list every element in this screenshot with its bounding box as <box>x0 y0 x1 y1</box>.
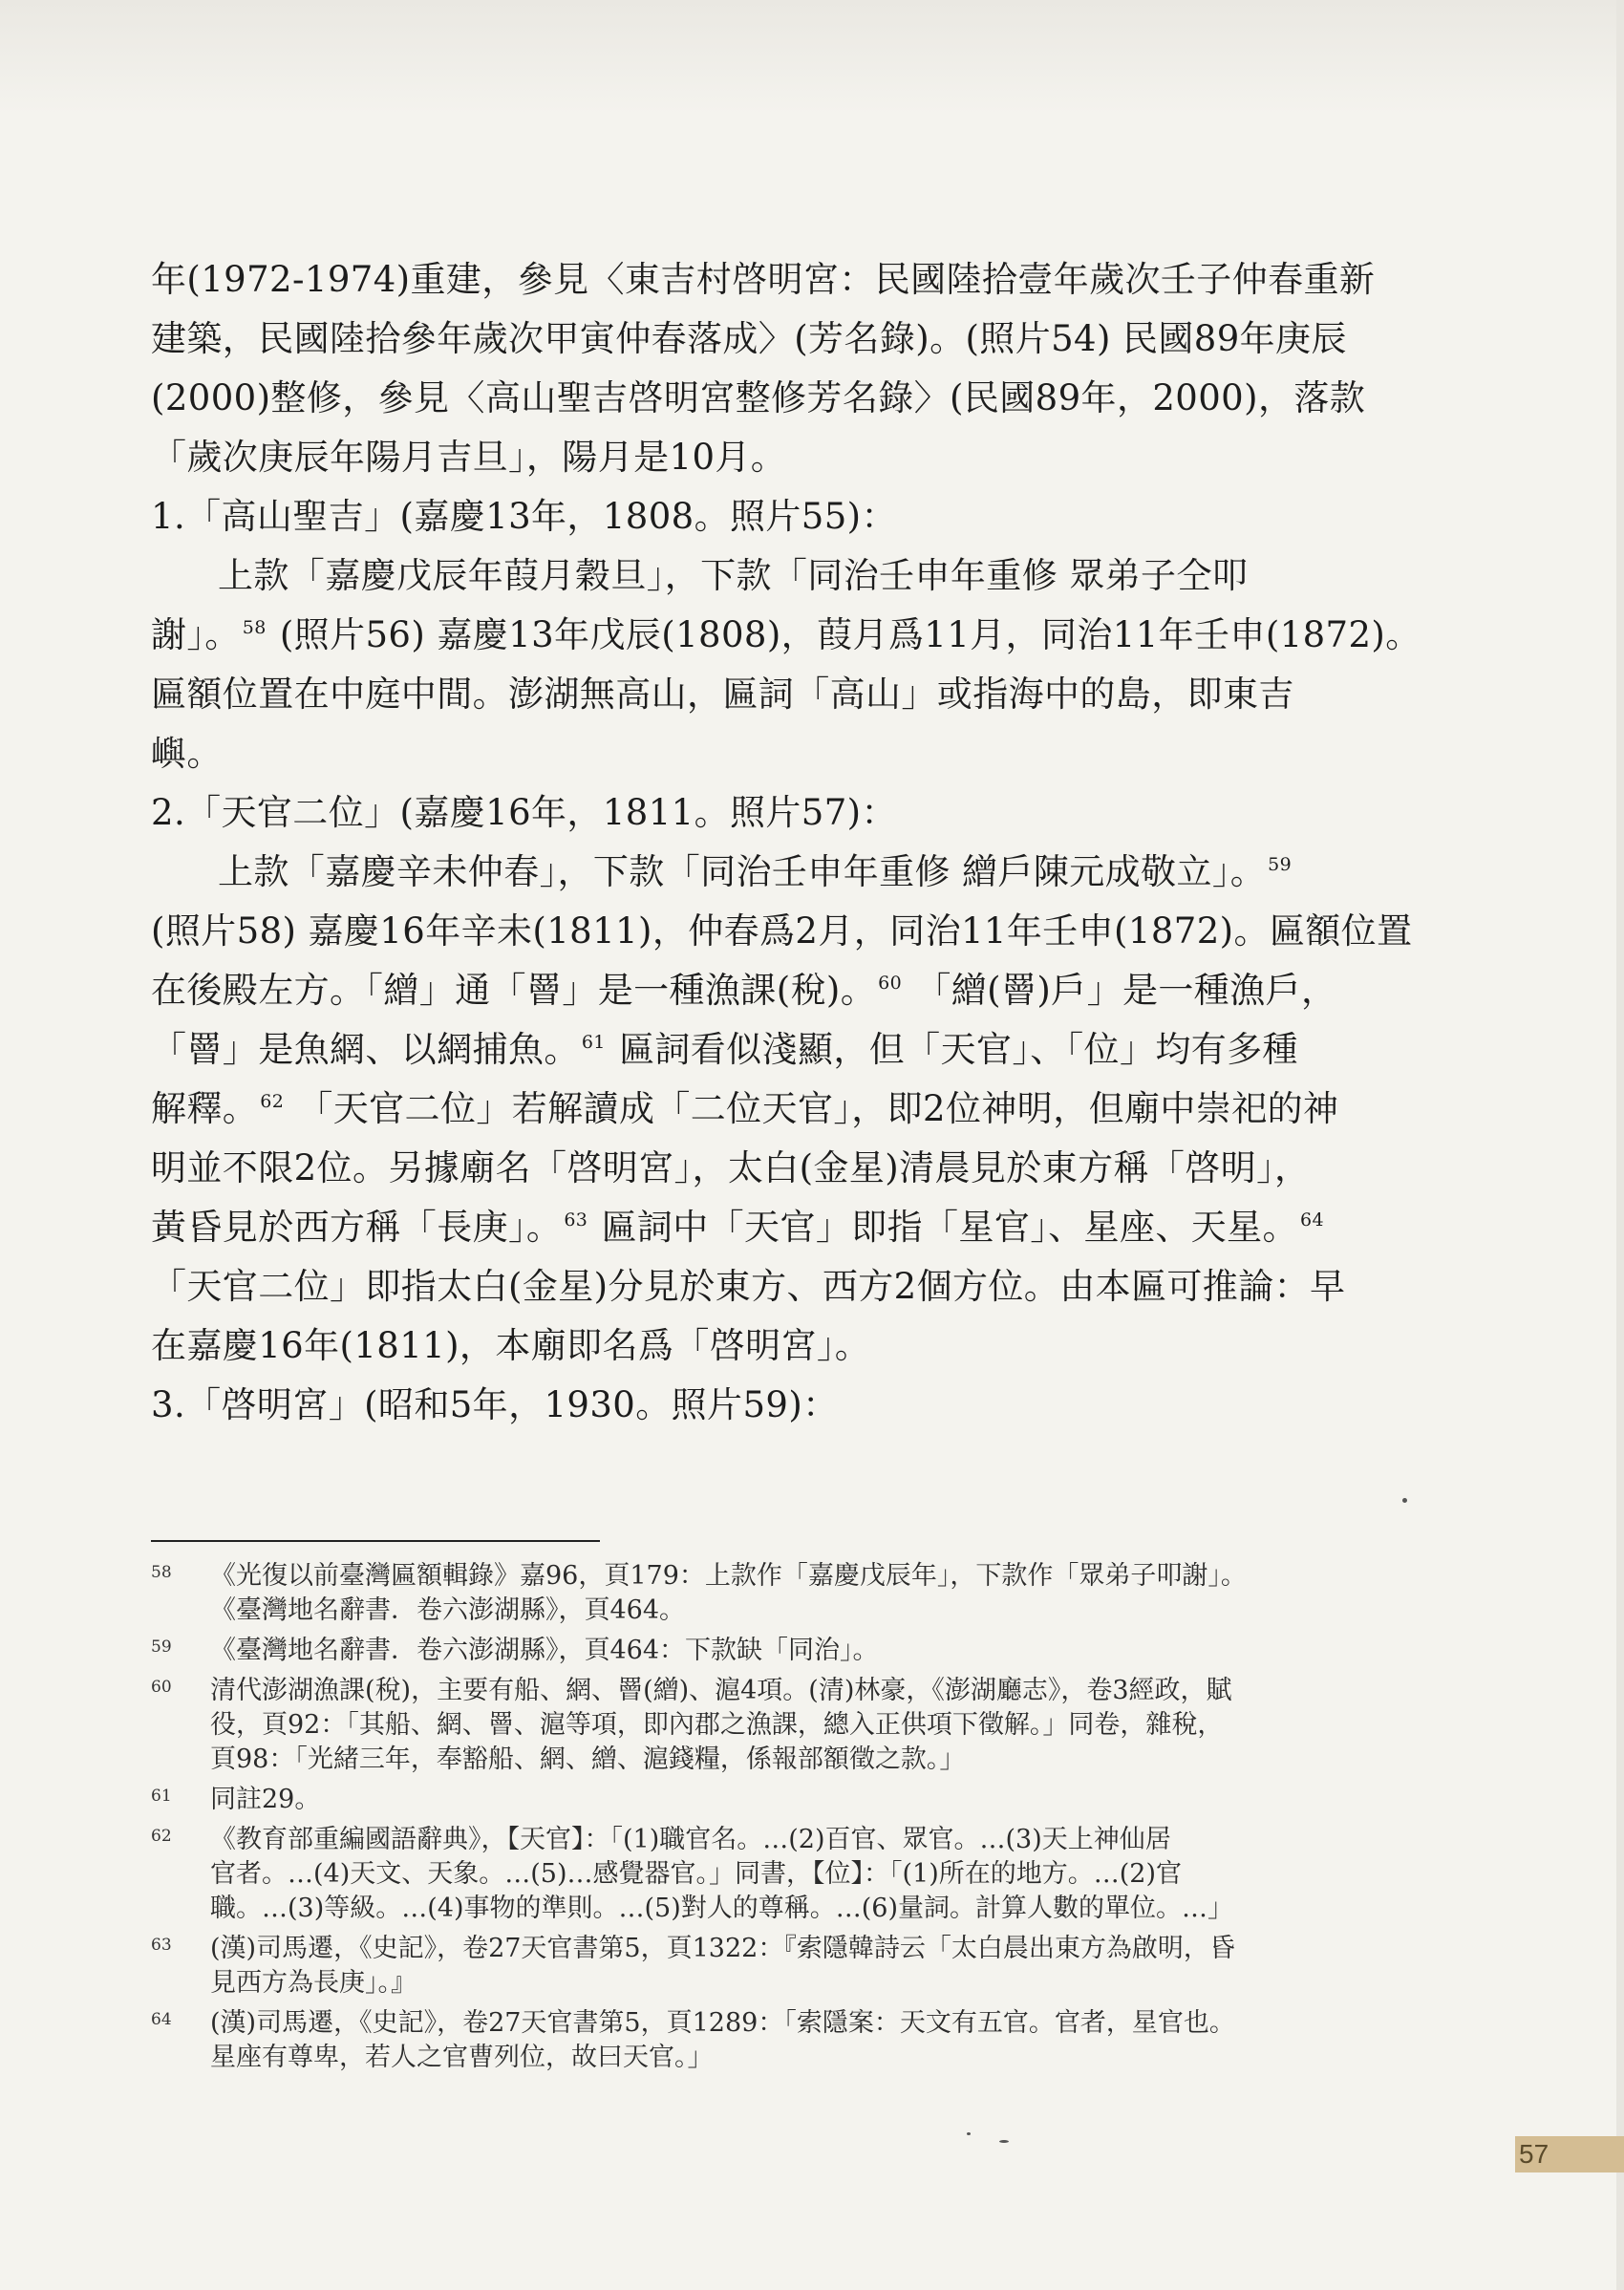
text-run: (照片56) 嘉慶13年戊辰(1808)，葭月爲11月，同治11年壬申(1872)。 <box>267 614 1421 655</box>
footnote-line: (漢)司馬遷，《史記》，卷27天官書第5，頁1289：「索隱案：天文有五官。官者，星官也。 <box>210 2008 1235 2038</box>
footnote-60 <box>151 1674 1355 1777</box>
footnote-number: 58 <box>151 1563 172 1582</box>
footnote-number: 63 <box>151 1936 172 1955</box>
body-line-18: 「天官二位」即指太白(金星)分見於東方、西方2個方位。由本匾可推論：早 <box>151 1266 1346 1307</box>
body-line-15 <box>151 1080 1355 1139</box>
footnote-61 <box>151 1783 1355 1817</box>
scan-speck <box>999 2140 1009 2143</box>
body-line-13 <box>151 961 1355 1020</box>
body-line-8: 匾額位置在中庭中間。澎湖無高山，匾詞「高山」或指海中的島，即東吉 <box>151 674 1294 715</box>
text-run: 上款「嘉慶辛未仲春」，下款「同治壬申年重修 繒戶陳元成敬立」。 <box>218 851 1267 892</box>
footnote-line: 役，頁92：「其船、網、罾、滬等項，即內郡之漁課，總入正供項下徵解。」同卷，雜稅， <box>210 1710 1224 1740</box>
footnote-line: 清代澎湖漁課(稅)，主要有船、網、罾(繒)、滬4項。(清)林豪，《澎湖廳志》，卷3經政，賦 <box>210 1676 1232 1705</box>
text-run: 「天官二位」若解讀成「二位天官」，即2位神明，但廟中崇祀的神 <box>286 1088 1339 1129</box>
footnote-line: 《臺灣地名辭書．卷六澎湖縣》，頁464：下款缺「同治」。 <box>210 1636 879 1665</box>
footnote-number: 64 <box>151 2010 172 2029</box>
footnotes <box>151 1559 1355 2075</box>
footnote-line: 職。…(3)等級。…(4)事物的準則。…(5)對人的尊稱。…(6)量詞。計算人數的單位。…」 <box>210 1894 1233 1923</box>
footnote-64 <box>151 2006 1355 2075</box>
body-line-6: 上款「嘉慶戊辰年葭月穀旦」，下款「同治壬申年重修 眾弟子仝叩 <box>218 555 1249 596</box>
text-run: 在後殿左方。「繒」通「罾」是一種漁課(稅)。 <box>151 970 877 1011</box>
scan-edge-right <box>1616 0 1624 2290</box>
footnote-ref-58[interactable]: 58 <box>242 617 267 638</box>
footnote-line: 同註29。 <box>210 1785 321 1814</box>
footnote-ref-61[interactable]: 61 <box>581 1032 606 1053</box>
footnote-line: 星座有尊卑，若人之官曹列位，故曰天官。」 <box>210 2043 714 2072</box>
footnote-line: (漢)司馬遷，《史記》，卷27天官書第5，頁1322：『索隱韓詩云「太白晨出東方為啟明，昏 <box>210 1934 1235 1963</box>
body-line-3: (2000)整修，參見〈高山聖吉啓明宮整修芳名錄〉(民國89年，2000)，落款 <box>151 377 1366 418</box>
scan-speck <box>967 2132 971 2135</box>
body-line-2: 建築，民國陸拾參年歲次甲寅仲春落成〉(芳名錄)。(照片54) 民國89年庚辰 <box>151 318 1347 359</box>
body-line-19: 在嘉慶16年(1811)，本廟即名爲「啓明宮」。 <box>151 1325 871 1366</box>
footnote-separator <box>151 1540 600 1542</box>
text-run: 匾詞中「天官」即指「星官」、星座、天星。 <box>589 1207 1298 1248</box>
section-heading-3: 3.「啓明宮」(昭和5年，1930。照片59)： <box>151 1384 839 1425</box>
section-heading-2: 2.「天官二位」(嘉慶16年，1811。照片57)： <box>151 792 897 833</box>
footnote-number: 60 <box>151 1678 172 1697</box>
footnote-62 <box>151 1823 1355 1926</box>
body-line-7 <box>151 606 1421 665</box>
footnote-line: 《教育部重編國語辭典》，【天官】：「(1)職官名。…(2)百官、眾官。…(3)天上神仙居 <box>210 1825 1171 1854</box>
body-line-17 <box>151 1198 1355 1257</box>
text-run: 匾詞看似淺顯，但「天官」、「位」均有多種 <box>607 1029 1298 1070</box>
footnote-line: 見西方為長庚」。』 <box>210 1968 417 1998</box>
text-run: 「罾」是魚網、以網捕魚。 <box>151 1029 580 1070</box>
text-run: 黃昏見於西方稱「長庚」。 <box>151 1207 563 1248</box>
section-heading-1: 1.「高山聖吉」(嘉慶13年，1808。照片55)： <box>151 496 897 537</box>
footnote-ref-64[interactable]: 64 <box>1299 1209 1324 1231</box>
body-line-12: (照片58) 嘉慶16年辛未(1811)，仲春爲2月，同治11年壬申(1872)。匾額位置 <box>151 910 1413 952</box>
footnote-63 <box>151 1932 1355 2001</box>
footnote-ref-59[interactable]: 59 <box>1268 854 1293 875</box>
footnote-ref-60[interactable]: 60 <box>878 973 903 994</box>
footnote-number: 59 <box>151 1637 172 1657</box>
footnote-58 <box>151 1559 1355 1628</box>
text-run: 謝」。 <box>151 614 241 655</box>
footnote-line: 官者。…(4)天文、天象。…(5)…感覺器官。」同書，【位】：「(1)所在的地方。…(2)官 <box>210 1859 1182 1889</box>
body-line-9: 嶼。 <box>151 733 223 774</box>
footnote-line: 頁98：「光緒三年，奉豁船、網、繒、滬錢糧，係報部額徵之款。」 <box>210 1744 966 1774</box>
body-line-4: 「歲次庚辰年陽月吉旦」，陽月是10月。 <box>151 437 787 478</box>
text-run: 「繒(罾)戶」是一種漁戶， <box>904 970 1337 1011</box>
body-line-1: 年(1972-1974)重建，參見〈東吉村啓明宮：民國陸拾壹年歲次壬子仲春重新 <box>151 259 1376 300</box>
body-line-16: 明並不限2位。另據廟名「啓明宮」，太白(金星)清晨見於東方稱「啓明」， <box>151 1147 1311 1188</box>
footnote-line: 《臺灣地名辭書．卷六澎湖縣》，頁464。 <box>210 1595 686 1625</box>
scan-shadow-top <box>0 0 1624 115</box>
footnote-ref-62[interactable]: 62 <box>260 1091 285 1112</box>
footnote-number: 61 <box>151 1787 172 1806</box>
main-text <box>151 250 1421 1435</box>
scan-speck <box>1402 1498 1407 1503</box>
footnote-number: 62 <box>151 1827 172 1846</box>
page-number: 57 <box>1515 2136 1624 2172</box>
footnote-line: 《光復以前臺灣匾額輯錄》嘉96，頁179：上款作「嘉慶戊辰年」，下款作「眾弟子叩謝」。 <box>210 1561 1247 1591</box>
body-line-14 <box>151 1020 1355 1080</box>
body-line-11 <box>151 843 1355 902</box>
footnote-ref-63[interactable]: 63 <box>564 1209 588 1231</box>
text-run: 解釋。 <box>151 1088 259 1129</box>
footnote-59 <box>151 1634 1355 1668</box>
